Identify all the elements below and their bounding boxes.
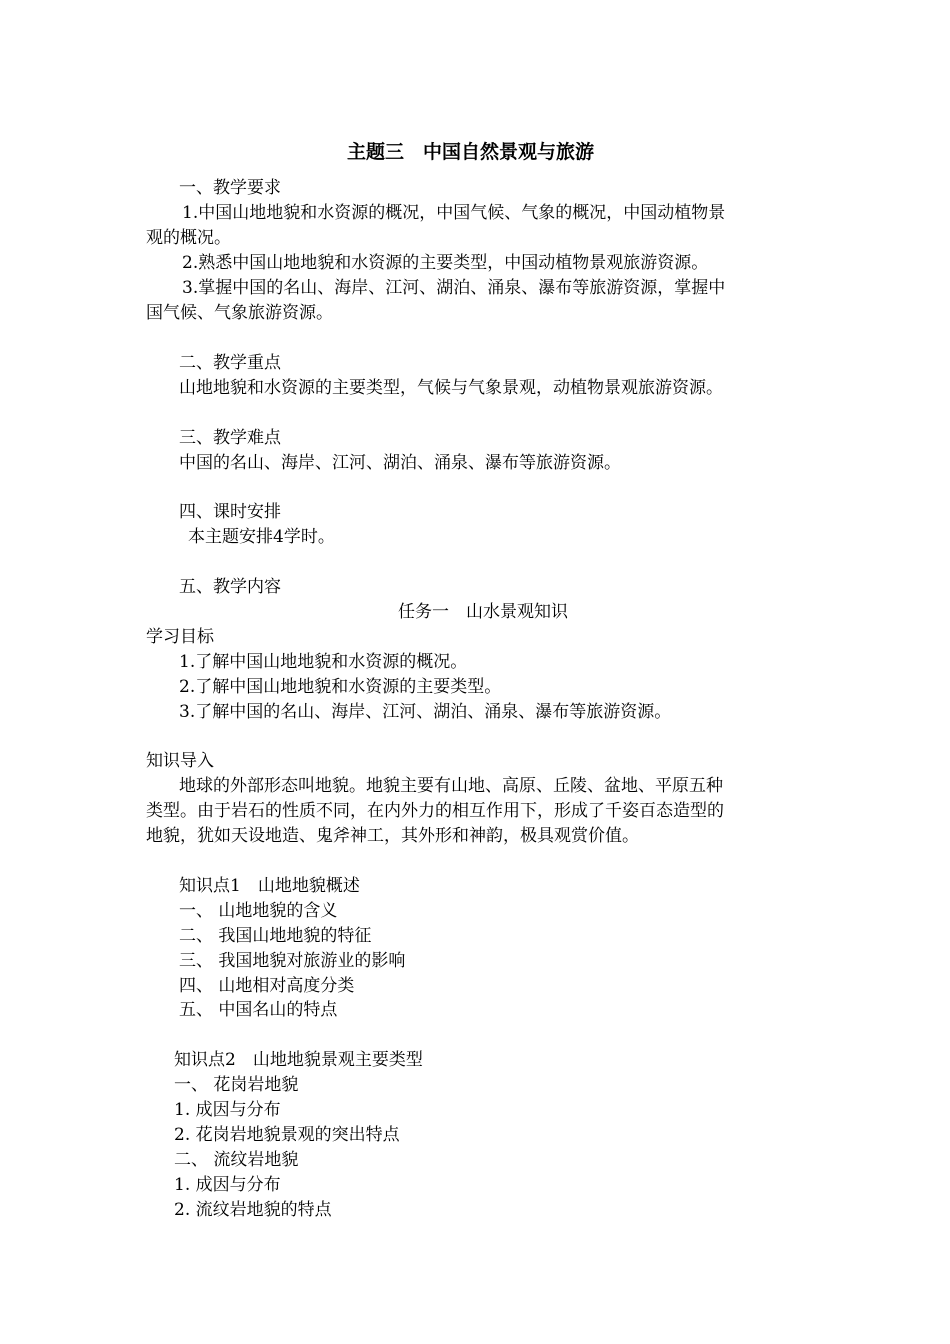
intro-paragraph-line: 地球的外部形态叫地貌。地貌主要有山地、高原、丘陵、盆地、平原五种 bbox=[179, 776, 723, 796]
objective-item: 1.了解中国山地地貌和水资源的概况。 bbox=[179, 652, 468, 672]
knowledge-point-2-item: 二、 流纹岩地貌 bbox=[174, 1150, 299, 1170]
knowledge-point-2-item: 2. 花岗岩地貌景观的突出特点 bbox=[174, 1125, 400, 1145]
requirement-item-2: 2.熟悉中国山地地貌和水资源的主要类型，中国动植物景观旅游资源。 bbox=[182, 253, 709, 273]
difficulties-text: 中国的名山、海岸、江河、湖泊、涌泉、瀑布等旅游资源。 bbox=[179, 453, 621, 473]
task-title: 任务一 山水景观知识 bbox=[398, 602, 568, 622]
objective-item: 3.了解中国的名山、海岸、江河、湖泊、涌泉、瀑布等旅游资源。 bbox=[179, 702, 672, 722]
schedule-text: 本主题安排4学时。 bbox=[188, 527, 335, 547]
knowledge-point-2-heading: 知识点2 山地地貌景观主要类型 bbox=[174, 1050, 423, 1070]
page-title: 主题三 中国自然景观与旅游 bbox=[347, 141, 595, 163]
key-points-text: 山地地貌和水资源的主要类型，气候与气象景观，动植物景观旅游资源。 bbox=[179, 378, 723, 398]
requirement-item-3-line-1: 3.掌握中国的名山、海岸、江河、湖泊、涌泉、瀑布等旅游资源，掌握中 bbox=[182, 278, 726, 298]
section-heading-schedule: 四、课时安排 bbox=[179, 502, 281, 522]
objectives-heading: 学习目标 bbox=[146, 627, 214, 647]
intro-heading: 知识导入 bbox=[146, 751, 214, 771]
knowledge-point-2-item: 2. 流纹岩地貌的特点 bbox=[174, 1200, 332, 1220]
requirement-item-1-line-1: 1.中国山地地貌和水资源的概况，中国气候、气象的概况，中国动植物景 bbox=[182, 203, 726, 223]
section-heading-difficulties: 三、教学难点 bbox=[179, 428, 281, 448]
section-heading-requirements: 一、教学要求 bbox=[179, 178, 281, 198]
knowledge-point-1-heading: 知识点1 山地地貌概述 bbox=[179, 876, 360, 896]
intro-paragraph-line: 类型。由于岩石的性质不同，在内外力的相互作用下，形成了千姿百态造型的 bbox=[146, 801, 724, 821]
knowledge-point-2-item: 1. 成因与分布 bbox=[174, 1100, 281, 1120]
objective-item: 2.了解中国山地地貌和水资源的主要类型。 bbox=[179, 677, 502, 697]
knowledge-point-1-item: 三、 我国地貌对旅游业的影响 bbox=[179, 951, 406, 971]
knowledge-point-1-item: 二、 我国山地地貌的特征 bbox=[179, 926, 372, 946]
requirement-item-1-line-2: 观的概况。 bbox=[146, 228, 231, 248]
knowledge-point-1-item: 五、 中国名山的特点 bbox=[179, 1000, 338, 1020]
knowledge-point-1-item: 一、 山地地貌的含义 bbox=[179, 901, 338, 921]
knowledge-point-1-item: 四、 山地相对高度分类 bbox=[179, 976, 355, 996]
knowledge-point-2-item: 一、 花岗岩地貌 bbox=[174, 1075, 299, 1095]
section-heading-key-points: 二、教学重点 bbox=[179, 353, 281, 373]
knowledge-point-2-item: 1. 成因与分布 bbox=[174, 1175, 281, 1195]
intro-paragraph-line: 地貌，犹如天设地造、鬼斧神工，其外形和神韵，极具观赏价值。 bbox=[146, 826, 639, 846]
requirement-item-3-line-2: 国气候、气象旅游资源。 bbox=[146, 303, 333, 323]
section-heading-content: 五、教学内容 bbox=[179, 577, 281, 597]
